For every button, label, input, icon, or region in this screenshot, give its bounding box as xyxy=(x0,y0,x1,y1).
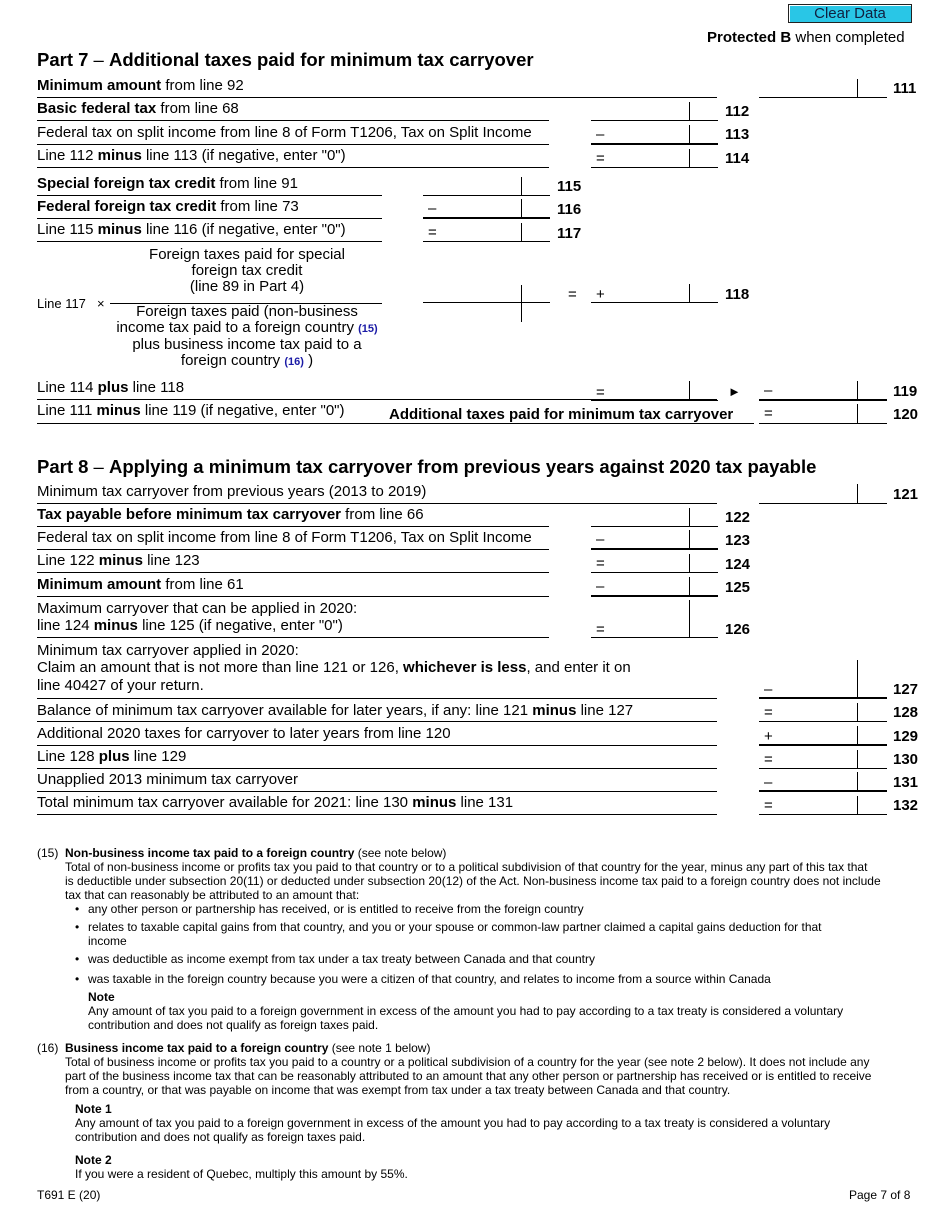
bullet-1-text: any other person or partnership has received, or is entitled to receive from the foreign country xyxy=(88,902,584,916)
line-118-equals-sign: = xyxy=(568,286,577,303)
note-16-heading xyxy=(65,1041,430,1055)
note-16-body xyxy=(65,1055,871,1097)
line-121-input[interactable] xyxy=(759,483,887,503)
line-126-label-2 xyxy=(37,617,343,634)
protected-b-label xyxy=(707,29,905,46)
numerator-line-3: (line 89 in Part 4) xyxy=(189,278,305,295)
line-119-sub-field-rule xyxy=(591,400,718,401)
line-130-input[interactable] xyxy=(778,748,887,768)
line-128-field-rule xyxy=(759,721,887,722)
line-122-bold: Tax payable before minimum tax carryover xyxy=(37,506,342,523)
line-132-number: 132 xyxy=(893,797,919,814)
numerator-line-2: foreign tax credit xyxy=(191,262,303,279)
line-114-c: line 113 (if negative, enter "0") xyxy=(141,147,346,164)
part8-title-part: Part 8 xyxy=(37,456,89,477)
line-127-input[interactable] xyxy=(778,677,887,697)
line-128-rule xyxy=(37,721,717,722)
line-132-bold: minus xyxy=(412,794,457,811)
note-body xyxy=(88,1004,843,1032)
line-131-minus-sign: – xyxy=(764,774,773,791)
line-127-rule xyxy=(37,698,717,699)
page-number: Page 7 of 8 xyxy=(849,1188,911,1202)
line-118-input[interactable] xyxy=(610,282,718,302)
note-1-body xyxy=(75,1116,830,1144)
denominator-line-2-text: income tax paid to a foreign country xyxy=(116,319,354,336)
line-128-label xyxy=(37,702,633,719)
note-15-body xyxy=(65,860,881,902)
line-111-rest: from line 92 xyxy=(161,77,244,94)
note-15-see: (see note below) xyxy=(354,846,447,860)
note-1-line-2: contribution and does not qualify as foreign taxes paid. xyxy=(75,1130,366,1144)
line-114-rule xyxy=(37,167,549,168)
line-118-times-sign: × xyxy=(97,296,105,311)
line-127-label-3: line 40427 of your return. xyxy=(37,677,204,694)
line-130-label xyxy=(37,748,186,765)
line-118-fraction-lhs: Line 117 xyxy=(37,296,86,311)
line-112-field-rule xyxy=(591,120,718,121)
line-123-minus-sign: – xyxy=(596,531,605,548)
line-124-field-rule xyxy=(591,572,718,573)
line-118-rate-divider xyxy=(521,285,522,322)
denominator-line-1: Foreign taxes paid (non-business xyxy=(136,303,358,320)
line-120-bold: minus xyxy=(96,402,141,419)
note-16-ref[interactable]: (16) xyxy=(284,356,304,368)
line-111-input[interactable] xyxy=(759,77,887,97)
note-15-ref[interactable]: (15) xyxy=(358,323,378,335)
line-128-equals-sign: = xyxy=(764,704,773,721)
line-125-rule xyxy=(37,596,549,597)
line-130-field-rule xyxy=(759,768,887,769)
bullet-4-text: was taxable in the foreign country because you were a citizen of that country, and relates to income from a source within Canada xyxy=(88,972,771,986)
line-118-rate-input[interactable] xyxy=(423,283,519,303)
line-126-input[interactable] xyxy=(610,617,718,637)
line-132-equals-sign: = xyxy=(764,797,773,814)
line-128-number: 128 xyxy=(893,704,919,721)
line-115-bold: Special foreign tax credit xyxy=(37,175,216,192)
line-124-number: 124 xyxy=(725,556,751,573)
line-118-plus-sign: + xyxy=(596,286,605,303)
line-115-rest: from line 91 xyxy=(215,175,298,192)
line-118-number: 118 xyxy=(725,286,750,303)
bullet-2-line-1: relates to taxable capital gains from that country, and you or your spouse or common-law partner claimed a capital gains deduction for that xyxy=(88,920,822,934)
line-117-a: Line 115 xyxy=(37,221,98,238)
note-1-line-1: Any amount of tax you paid to a foreign government in excess of the amount you had to pay according to a tax treaty is considered a voluntary xyxy=(75,1116,831,1130)
line-120-equals-sign: = xyxy=(764,405,773,422)
line-113-label: Federal tax on split income from line 8 of Form T1206, Tax on Split Income xyxy=(37,124,532,141)
line-115-number: 115 xyxy=(557,178,582,195)
line-127-label-2 xyxy=(37,659,631,676)
line-122-number: 122 xyxy=(725,509,751,526)
part7-title xyxy=(37,49,534,71)
line-125-number: 125 xyxy=(725,579,751,596)
line-115-label xyxy=(37,175,298,192)
line-117-c: line 116 (if negative, enter "0") xyxy=(141,221,346,238)
line-119-c: line 118 xyxy=(128,379,185,396)
line-127-field-rule xyxy=(759,697,887,699)
line-121-rule xyxy=(37,503,717,504)
fraction-denominator xyxy=(100,304,394,370)
denominator-line-2 xyxy=(100,320,394,337)
line-119-field-rule xyxy=(759,399,887,401)
line-120-number: 120 xyxy=(893,406,919,423)
note-16-line-3: from a country, or that was payable on income that was exempt from tax under a tax treaty between Canada and that country. xyxy=(65,1083,731,1097)
line-114-bold: minus xyxy=(97,147,142,164)
part8-title-dash: – xyxy=(88,456,109,477)
line-112-number: 112 xyxy=(725,103,750,120)
line-131-rule xyxy=(37,791,717,792)
line-117-input[interactable] xyxy=(442,221,550,241)
line-114-field-rule xyxy=(591,167,718,168)
line-125-minus-sign: – xyxy=(596,578,605,595)
note-line-2: contribution and does not qualify as foreign taxes paid. xyxy=(88,1018,379,1032)
fraction-numerator xyxy=(110,247,384,295)
line-116-rest: from line 73 xyxy=(216,198,299,215)
line-129-field-rule xyxy=(759,744,887,746)
line-130-a: Line 128 xyxy=(37,748,99,765)
line-124-a: Line 122 xyxy=(37,552,99,569)
line-129-rule xyxy=(37,745,717,746)
line-119-a: Line 114 xyxy=(37,379,98,396)
line-117-number: 117 xyxy=(557,225,582,242)
line-132-input[interactable] xyxy=(778,794,887,814)
note-15-line-1: Total of non-business income or profits tax you paid to that country or to a political subdivision of that country for the year, minus any part of this tax that xyxy=(65,860,868,874)
line-127-number: 127 xyxy=(893,681,919,698)
line-116-input[interactable] xyxy=(442,198,550,218)
note-title: Note xyxy=(88,990,115,1004)
line-127-bold: whichever is less xyxy=(403,659,527,676)
line-116-number: 116 xyxy=(557,201,582,218)
line-123-number: 123 xyxy=(725,532,751,549)
bullet-3-icon: • xyxy=(75,952,80,966)
protected-b-bold: Protected B xyxy=(707,29,792,46)
line-124-input[interactable] xyxy=(610,552,718,572)
note-2-line-1: If you were a resident of Quebec, multiply this amount by 55%. xyxy=(75,1167,408,1181)
line-119-input[interactable] xyxy=(778,379,887,399)
bullet-4-icon: • xyxy=(75,972,80,986)
part8-title-rest: Applying a minimum tax carryover from previous years against 2020 tax payable xyxy=(109,456,817,477)
line-111-rule xyxy=(37,97,717,98)
note-16-number: (16) xyxy=(37,1041,59,1055)
line-120-c: line 119 (if negative, enter "0") xyxy=(140,402,345,419)
line-119-number: 119 xyxy=(893,383,918,400)
form-id: T691 E (20) xyxy=(37,1188,101,1202)
line-122-label xyxy=(37,506,424,523)
line-126-label-1: Maximum carryover that can be applied in 2020: xyxy=(37,600,358,617)
line-111-label xyxy=(37,77,244,94)
line-115-input[interactable] xyxy=(423,175,550,195)
line-113-number: 113 xyxy=(725,126,750,143)
line-128-a: Balance of minimum tax carryover available for later years, if any: line 121 xyxy=(37,702,533,719)
line-126-equals-sign: = xyxy=(596,621,605,638)
line-132-label xyxy=(37,794,513,811)
line-112-rule xyxy=(37,120,549,121)
line-128-input[interactable] xyxy=(778,701,887,721)
line-121-field-rule xyxy=(759,503,887,504)
line-127-a: Claim an amount that is not more than line 121 or 126, xyxy=(37,659,404,676)
note-16-see: (see note 1 below) xyxy=(328,1041,431,1055)
line-121-label: Minimum tax carryover from previous years (2013 to 2019) xyxy=(37,483,427,500)
line-129-input[interactable] xyxy=(778,724,887,744)
line-119-minus-sign: – xyxy=(764,382,773,399)
line-120-rule xyxy=(37,423,754,424)
line-120-a: Line 111 xyxy=(37,402,97,419)
line-118-field-rule xyxy=(591,302,718,303)
line-132-rule xyxy=(37,814,717,815)
note-15-title: Non-business income tax paid to a foreign country xyxy=(65,846,355,860)
line-123-input[interactable] xyxy=(610,529,718,549)
part7-title-part: Part 7 xyxy=(37,49,89,70)
line-116-rule xyxy=(37,218,382,219)
line-117-rule xyxy=(37,241,382,242)
bullet-2-text xyxy=(88,920,822,948)
bullet-2-line-2: income xyxy=(88,934,127,948)
line-124-c: line 123 xyxy=(142,552,200,569)
line-124-bold: minus xyxy=(98,552,143,569)
line-129-number: 129 xyxy=(893,728,919,745)
line-127-label-1: Minimum tax carryover applied in 2020: xyxy=(37,642,299,659)
line-124-equals-sign: = xyxy=(596,555,605,572)
line-114-number: 114 xyxy=(725,150,750,167)
line-114-a: Line 112 xyxy=(37,147,98,164)
denominator-line-4-text: foreign country xyxy=(180,352,281,369)
line-113-field-rule xyxy=(591,143,718,145)
line-119-label xyxy=(37,379,184,396)
line-119-sub-input[interactable] xyxy=(610,380,718,400)
line-123-rule xyxy=(37,549,549,550)
line-125-bold: Minimum amount xyxy=(37,576,162,593)
line-117-label xyxy=(37,221,346,238)
line-121-number: 121 xyxy=(893,486,919,503)
protected-b-rest: when completed xyxy=(791,29,905,46)
denominator-close-paren: ) xyxy=(308,352,314,369)
line-119-arrow-icon: ► xyxy=(728,384,741,399)
bullet-3-text: was deductible as income exempt from tax under a tax treaty between Canada and that country xyxy=(88,952,595,966)
note-16-title: Business income tax paid to a foreign country xyxy=(65,1041,329,1055)
line-114-label xyxy=(37,147,346,164)
part7-title-dash: – xyxy=(88,49,109,70)
line-111-number: 111 xyxy=(893,80,917,97)
note-15-heading xyxy=(65,846,446,860)
line-122-rule xyxy=(37,526,549,527)
line-129-plus-sign: + xyxy=(764,728,773,745)
note-15-line-2: is deductible under subsection 20(11) or deducted under subsection 20(12) of the Act. Non-business income tax paid to a foreign country does not include xyxy=(65,874,881,888)
clear-data-button[interactable]: Clear Data xyxy=(788,4,912,23)
denominator-line-4 xyxy=(100,353,394,370)
line-113-minus-sign: – xyxy=(596,126,605,143)
line-112-bold: Basic federal tax xyxy=(37,100,157,117)
line-130-c: line 129 xyxy=(129,748,187,765)
line-127-c: , and enter it on xyxy=(526,659,631,676)
line-117-field-rule xyxy=(423,241,550,242)
line-129-label: Additional 2020 taxes for carryover to later years from line 120 xyxy=(37,725,451,742)
line-126-rule xyxy=(37,637,549,638)
line-126-bold: minus xyxy=(93,617,138,634)
line-113-input[interactable] xyxy=(610,123,718,143)
line-131-number: 131 xyxy=(893,774,919,791)
line-120-field-rule xyxy=(759,423,887,424)
line-124-label xyxy=(37,552,200,569)
note-15-number: (15) xyxy=(37,846,59,860)
note-2-title: Note 2 xyxy=(75,1153,112,1167)
line-128-c: line 127 xyxy=(576,702,634,719)
bullet-1-icon: • xyxy=(75,902,80,916)
line-124-rule xyxy=(37,572,549,573)
line-120-input[interactable] xyxy=(778,403,887,423)
line-126-a: line 124 xyxy=(37,617,94,634)
denominator-line-3: plus business income tax paid to a xyxy=(132,336,362,353)
line-116-bold: Federal foreign tax credit xyxy=(37,198,217,215)
line-112-rest: from line 68 xyxy=(156,100,239,117)
line-116-minus-sign: – xyxy=(428,200,437,217)
line-125-label xyxy=(37,576,244,593)
line-126-number: 126 xyxy=(725,621,751,638)
line-115-rule xyxy=(37,195,382,196)
numerator-line-1: Foreign taxes paid for special xyxy=(149,246,345,263)
line-130-number: 130 xyxy=(893,751,919,768)
line-111-bold: Minimum amount xyxy=(37,77,162,94)
line-117-bold: minus xyxy=(97,221,142,238)
line-126-field-rule xyxy=(591,637,718,638)
line-130-rule xyxy=(37,768,717,769)
note-16-line-1: Total of business income or profits tax you paid to a country or a political subdivision of a country for the year (see note 2 below). It does not include any xyxy=(65,1055,870,1069)
line-131-label: Unapplied 2013 minimum tax carryover xyxy=(37,771,298,788)
line-123-label: Federal tax on split income from line 8 of Form T1206, Tax on Split Income xyxy=(37,529,532,546)
part7-title-rest: Additional taxes paid for minimum tax carryover xyxy=(109,49,534,70)
line-115-field-rule xyxy=(423,195,550,196)
line-114-input[interactable] xyxy=(610,147,718,167)
line-113-rule xyxy=(37,144,549,145)
part8-title xyxy=(37,456,816,478)
note-16-line-2: part of the business income tax that can be reasonably attributed to an amount that any other person or partnership has received or is entitled to receive xyxy=(65,1069,872,1083)
line-122-field-rule xyxy=(591,526,718,527)
line-130-bold: plus xyxy=(98,748,130,765)
line-132-field-rule xyxy=(759,814,887,815)
line-125-rest: from line 61 xyxy=(161,576,244,593)
line-122-rest: from line 66 xyxy=(341,506,424,523)
line-126-c: line 125 (if negative, enter "0") xyxy=(137,617,343,634)
line-114-equals-sign: = xyxy=(596,150,605,167)
line-132-c: line 131 xyxy=(456,794,514,811)
line-117-equals-sign: = xyxy=(428,224,437,241)
line-120-description: Additional taxes paid for minimum tax carryover xyxy=(389,406,734,423)
line-119-equals-sign: = xyxy=(596,384,605,401)
note-15-line-3: tax that can reasonably be attributed to an amount that: xyxy=(65,888,360,902)
line-112-input[interactable] xyxy=(591,100,718,120)
line-112-label xyxy=(37,100,239,117)
line-116-label xyxy=(37,198,299,215)
line-130-equals-sign: = xyxy=(764,751,773,768)
line-119-bold: plus xyxy=(97,379,129,396)
line-132-a: Total minimum tax carryover available for 2021: line 130 xyxy=(37,794,413,811)
line-125-input[interactable] xyxy=(610,576,718,596)
note-1-title: Note 1 xyxy=(75,1102,112,1116)
bullet-2-icon: • xyxy=(75,920,80,934)
line-120-label xyxy=(37,402,345,419)
line-128-bold: minus xyxy=(532,702,577,719)
line-127-minus-sign: – xyxy=(764,681,773,698)
line-131-input[interactable] xyxy=(778,771,887,791)
note-line-1: Any amount of tax you paid to a foreign government in excess of the amount you had to pay according to a tax treaty is considered a voluntary xyxy=(88,1004,844,1018)
line-111-field-rule xyxy=(759,97,887,98)
line-122-input[interactable] xyxy=(591,506,718,526)
